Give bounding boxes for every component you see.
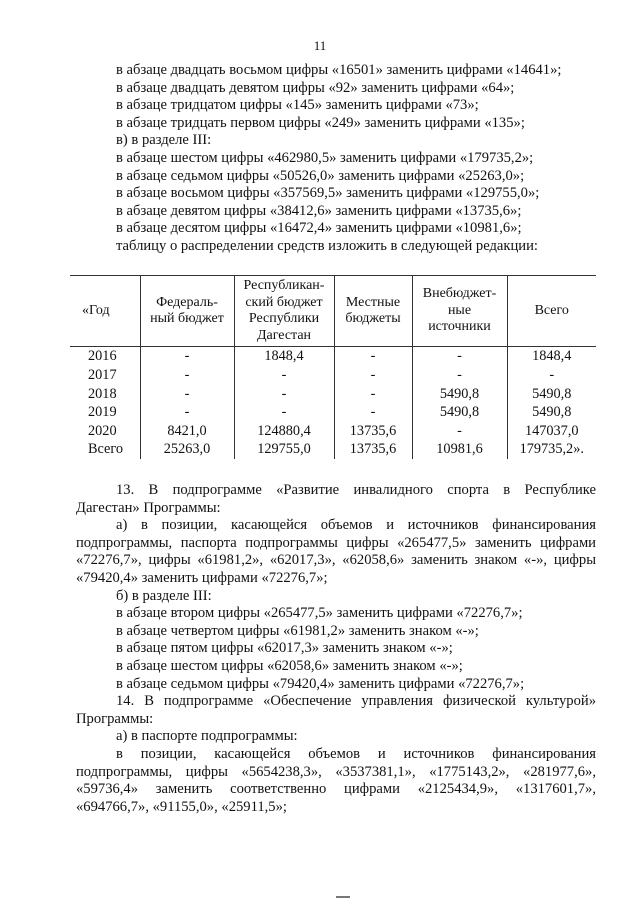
paragraph-line: в абзаце шестом цифры «62058,6» заменить знаком «-»;: [116, 657, 463, 674]
cell-extrabudgetary: 5490,8: [412, 385, 507, 404]
cell-local: -: [334, 366, 412, 385]
paragraph-line: «694766,7», «91155,0», «25911,5»;: [76, 798, 287, 815]
table-row: [70, 403, 596, 422]
cell-year: 2017: [70, 366, 140, 385]
header-extrabudgetary: Внебюджет- ные источники: [412, 276, 507, 347]
cell-extrabudgetary: 5490,8: [412, 403, 507, 422]
paragraph-line: в) в разделе III:: [116, 132, 212, 149]
cell-year: Всего: [70, 440, 140, 459]
page-number: 11: [313, 38, 327, 53]
funding-table: [70, 276, 596, 459]
paragraph-line: 13. В подпрограмме «Развитие инвалидного спорта в Республике: [116, 482, 596, 498]
table-row: [70, 366, 596, 385]
paragraph-line: в абзаце восьмом цифры «357569,5» заменить цифрами «129755,0»;: [116, 185, 540, 202]
paragraph-line: в абзаце пятом цифры «62017,3» заменить знаком «-»;: [116, 640, 453, 657]
header-republic-budget: Республикан- ский бюджет Республики Дагестан: [234, 276, 334, 347]
cell-local: 13735,6: [334, 422, 412, 441]
table-row-total: [70, 440, 596, 459]
cell-republic: -: [234, 385, 334, 404]
cell-total: 5490,8: [507, 385, 596, 404]
cell-local: 13735,6: [334, 440, 412, 459]
funding-table-wrap: [70, 275, 596, 459]
cell-total: -: [507, 366, 596, 385]
paragraph-line: б) в разделе III:: [116, 587, 212, 604]
paragraph-line: «72276,7», цифры «61981,2», «62017,3», «62058,6» заменить знаком «-», цифры: [76, 552, 596, 569]
paragraph-line: подпрограммы, цифры «5654238,3», «3537381,1», «1775143,2», «281977,6»,: [76, 763, 596, 780]
cell-local: -: [334, 403, 412, 422]
cell-local: -: [334, 385, 412, 404]
paragraph-line: в абзаце седьмом цифры «79420,4» заменить цифрами «72276,7»;: [116, 675, 525, 692]
cell-year: 2019: [70, 403, 140, 422]
header-year: «Год: [70, 276, 140, 347]
paragraph-line: «59736,4» заменить соответственно цифрами «2125434,9», «1317601,7»,: [76, 781, 596, 798]
cell-local: -: [334, 347, 412, 366]
paragraph-line: в абзаце девятом цифры «38412,6» заменить цифрами «13735,6»;: [116, 202, 522, 219]
paragraph-line: а) в позиции, касающейся объемов и источников финансирования: [116, 517, 596, 534]
cell-year: 2018: [70, 385, 140, 404]
cell-year: 2020: [70, 422, 140, 441]
table-row: [70, 385, 596, 404]
paragraph-line: Дагестан» Программы:: [76, 499, 221, 516]
cell-federal: 25263,0: [140, 440, 234, 459]
cell-federal: -: [140, 366, 234, 385]
cell-federal: -: [140, 403, 234, 422]
paragraph-line: «79420,4» заменить цифрами «72276,7»;: [76, 569, 328, 586]
paragraph-line: в позиции, касающейся объемов и источников финансирования: [116, 745, 596, 762]
cell-republic: -: [234, 366, 334, 385]
paragraph-line: в абзаце двадцать восьмом цифры «16501» заменить цифрами «14641»;: [116, 62, 562, 78]
paragraph-line: в абзаце втором цифры «265477,5» заменить цифрами «72276,7»;: [116, 605, 523, 622]
table-row: [70, 347, 596, 366]
cell-total: 147037,0: [507, 422, 596, 441]
cell-year: 2016: [70, 347, 140, 366]
table-row: [70, 422, 596, 441]
cell-total: 179735,2».: [507, 440, 596, 459]
next-page-number-fragment: [336, 896, 350, 902]
paragraph-line: а) в паспорте подпрограммы:: [116, 728, 298, 745]
paragraph-line: 14. В подпрограмме «Обеспечение управления физической культурой»: [116, 693, 596, 710]
paragraph-line: в абзаце двадцать девятом цифры «92» заменить цифрами «64»;: [116, 79, 515, 96]
cell-republic: 1848,4: [234, 347, 334, 366]
cell-extrabudgetary: -: [412, 366, 507, 385]
paragraph-line: в абзаце десятом цифры «16472,4» заменить цифрами «10981,6»;: [116, 220, 522, 237]
paragraph-line: в абзаце шестом цифры «462980,5» заменить цифрами «179735,2»;: [116, 149, 534, 166]
header-federal-budget: Федераль- ный бюджет: [140, 276, 234, 347]
paragraph-line: в абзаце четвертом цифры «61981,2» заменить знаком «-»;: [116, 622, 479, 639]
cell-extrabudgetary: -: [412, 422, 507, 441]
paragraph-line: Программы:: [76, 710, 154, 727]
header-local-budgets: Местные бюджеты: [334, 276, 412, 347]
paragraph-line: подпрограммы, паспорта подпрограммы цифры «265477,5» заменить цифрами: [76, 534, 596, 551]
cell-extrabudgetary: -: [412, 347, 507, 366]
cell-republic: 124880,4: [234, 422, 334, 441]
header-total: Всего: [507, 276, 596, 347]
table-header-row: [70, 276, 596, 347]
paragraph-line: в абзаце тридцать первом цифры «249» заменить цифрами «135»;: [116, 114, 525, 131]
paragraph-line: в абзаце седьмом цифры «50526,0» заменить цифрами «25263,0»;: [116, 167, 525, 184]
cell-republic: -: [234, 403, 334, 422]
amendments-block-1: [76, 62, 596, 256]
cell-total: 5490,8: [507, 403, 596, 422]
paragraph-line: в абзаце тридцатом цифры «145» заменить цифрами «73»;: [116, 97, 479, 114]
cell-total: 1848,4: [507, 347, 596, 366]
amendments-block-2: [76, 482, 596, 816]
cell-republic: 129755,0: [234, 440, 334, 459]
cell-extrabudgetary: 10981,6: [412, 440, 507, 459]
cell-federal: -: [140, 347, 234, 366]
paragraph-line: таблицу о распределении средств изложить в следующей редакции:: [116, 237, 538, 254]
cell-federal: -: [140, 385, 234, 404]
cell-federal: 8421,0: [140, 422, 234, 441]
